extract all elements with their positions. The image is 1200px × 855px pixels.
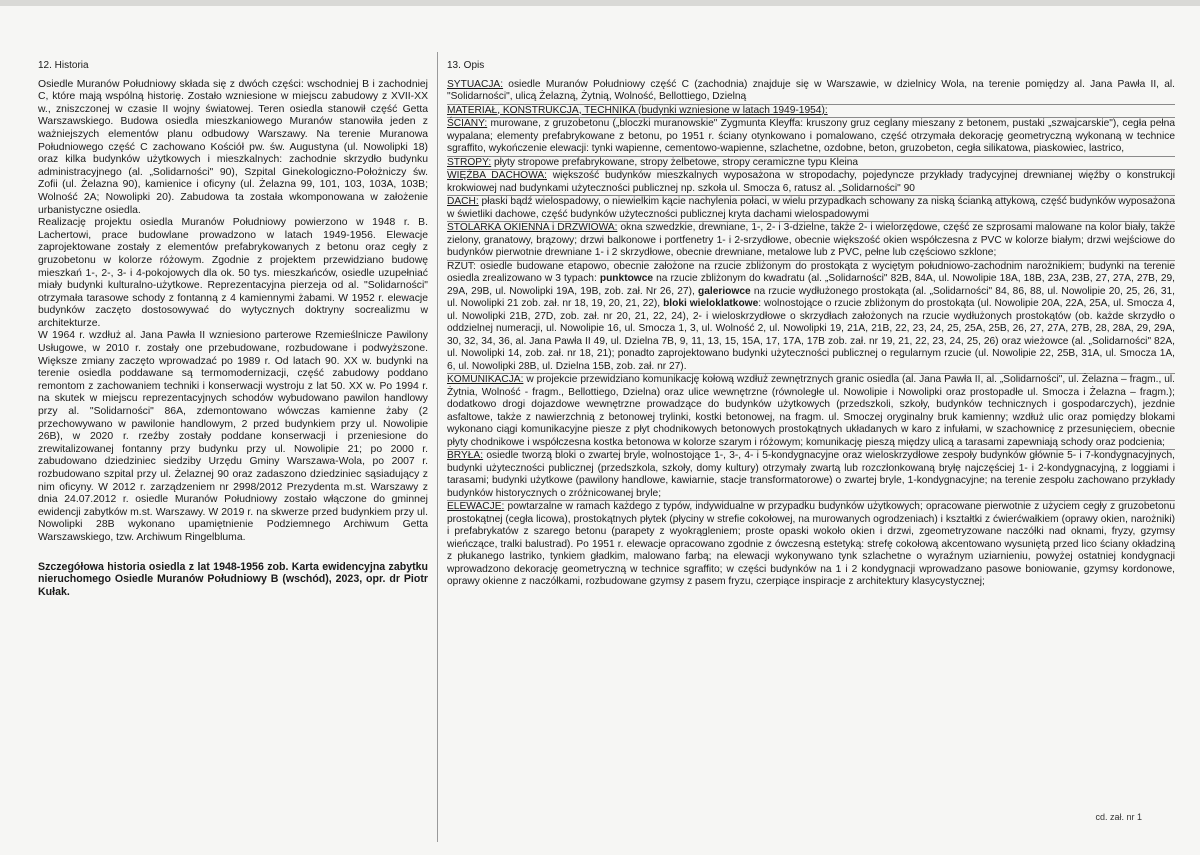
rzut-text-3: na rzucie wydłużonego prostokąta (al. „Solidarności" 84, 86, 88, ul. Nowolipie 20, 25, 26, 31, ul. Nowolipki 21 zob. zał. nr 18, 19, 20, 21, 22), (447, 285, 1175, 309)
stolarka-block (447, 222, 1175, 261)
column-divider (437, 52, 438, 842)
continuation-note: cd. zał. nr 1 (1095, 812, 1142, 822)
rzut-block (447, 261, 1175, 375)
stropy-text: płyty stropowe prefabrykowane, stropy żelbetowe, stropy ceramiczne typu Kleina (491, 156, 859, 168)
history-reference: Szczegółowa historia osiedla z lat 1948-1956 zob. Karta ewidencyjna zabytku nieruchomego Osiedle Muranów Południowy B (wschód), 2023, opr. dr Piotr Kułak. (38, 560, 428, 598)
description-column (447, 60, 1175, 589)
dach-label: DACH: (447, 196, 479, 207)
elewacje-label: ELEWACJE: (447, 501, 505, 512)
history-title: 12. Historia (38, 60, 89, 71)
material-heading-block (447, 105, 1175, 119)
elewacje-text: powtarzalne w ramach każdego z typów, indywidualne w przypadku budynków użytkowych; opracowane pierwotnie z użyciem cegły z gruzobetonu prostokątnej (cegła licowa), prostokątnych płytek (płyciny w strefie cokołowej, na murowanych ogrodzeniach) i kształtki z ćwierćwałkiem (oprawy okien, narożniki) i prefabrykatów z szarego betonu (parapety z wyokrągleniem; proste opaski wokoło okien i drzwi, zgeometryzowane naczółki nad oknami, fryzy, gzymsy wieńczące, tralki balustrad). Po 1951 r. elewacje opracowano zgodnie z ówczesną estetyką: strefę cokołową akcentowano wysuniętą przed lico ściany okładziną z płukanego lastriko, tynkiem gładkim, malowano farbą; na elewacji wykonywano tynk szlachetne o wyraźnym uziarnieniu, powyżej ostatniej kondygnacji wprowadzono dekorację geometryczną w technice sgraffito; w części budynków na 1 i 2 kondygnacji wprowadzano pasowe boniowanie, gzymsy kordonowe, oprawy okienne z naczółkami, rozbudowane gzymsy z pasem fryzu, czerpiące inspiracje z architektury klasycystycznej; (447, 501, 1175, 587)
history-column (38, 60, 428, 598)
history-paragraph-1: Osiedle Muranów Południowy składa się z dwóch części: wschodniej B i zachodniej C, które mają wspólną historię. Zostało wzniesione w miejscu zabudowy z XVII-XX w., zniszczonej w czasie II wojny światowej. Teren osiedla stanowił część Getta Warszawskiego. Budowa osiedla mieszkaniowego Muranów stanowiła jeden z ważniejszych elementów planu odbudowy Warszawy. Na terenie Muranowa Południowego część C zachowano Kościół pw. św. Augustyna (ul. Nowolipki 18) oraz kilka budynków użytkowych i mieszkalnych: zachodnie skrzydło budynku administracyjnego (al. „Solidarności" 90), Szpital Ginekologiczno-Położniczy św. Zofii (ul. Żelazna 90), kamienice i oficyny (ul. Żelazna 99, 101, 103, 103A, 103B; Wolność 2A; Nowolipki 20). Zabudowa ta została wkomponowana w założenie urbanistyczne osiedla. (38, 78, 428, 216)
wiezba-text: większość budynków mieszkalnych wyposażona w stropodachy, pojedyncze przykłady tradycyjnej drewnianej więźby o konstrukcji krokwiowej nad budynkami użyteczności publicznej np. szkoła ul. Smocza 6, ratusz al. „Solidarności" 90 (447, 170, 1175, 194)
sciany-label: ŚCIANY: (447, 118, 488, 129)
rzut-text-4: : wolnostojące o rzucie zbliżonym do prostokąta (ul. Nowolipie 20A, 22A, 25A, ul. Smocza 4, ul. Nowolipki 21B, 27D, zob. zał. nr 20, 21, 22, 24), 2- i wieloskrzydłowe o skrzydłach założonych na rzucie wydłużonych prostokątów (ob. każde skrzydło o oddzielnej numeracji, ul. Nowolipie 16, ul. Smocza 1, 3, ul. Wolność 2, ul. Nowolipki 19, 21A, 21B, 22, 23, 24, 25, 25A, 25B, 26, 27, 27A, 27B, 28, 28A, 29, 29A, 30, 32, 34, 36, al. Jana Pawła II 49, ul. Dzielna 7B, 9, 11, 13, 15, 15A, 17, 17A, 17B zob. zał. nr 19, 21, 22, 23, 24, 25, 26) oraz wieżowce (al. „Solidarności" 82A, ul. Nowolipki 14, zob. zał. nr 18, 21); ponadto zaprojektowano budynki użyteczności publicznej o regularnym rzucie (ul. Nowolipie 22, 25B, 31A, ul. Smocza 1A, 6, ul. Nowolipki 28B, ul. Dzielna 15B, zob. zał. nr 27). (447, 298, 1175, 372)
rzut-type-punktowce: punktowce (599, 273, 654, 284)
sytuacja-block (447, 79, 1175, 105)
rzut-text-1: osiedle budowane etapowo, obecnie założone na rzucie zbliżonym do prostokąta z wyciętym południowo-zachodnim narożnikiem; budynki na terenie osiedla zrealizowano w 3 typach: (447, 260, 1175, 284)
sytuacja-label: SYTUACJA: (447, 78, 504, 90)
stolarka-label: STOLARKA OKIENNA i DRZWIOWA: (447, 222, 618, 233)
wiezba-block (447, 170, 1175, 196)
description-title: 13. Opis (447, 60, 485, 71)
rzut-text-2: na rzucie zbliżonym do kwadratu (al. „Solidarności" 82B, 84A, ul. Nowolipie 18A, 18B, 23A, 23B, 27, 27A, 27B, 29, 29A, 29B, ul. Nowolipki 19A, 19B, zob. zał. Nr 26, 27), (447, 273, 1176, 297)
stolarka-text: okna szwedzkie, drewniane, 1-, 2- i 3-dzielne, także 2- i wielorzędowe, część ze szprosami malowane na kolor biały, także zielony, granatowy, brązowy; drzwi balkonowe i portfenetry 1- i 2-srzydłowe, obecnie większość okien współczesna z PVC w kolorze białym; drzwi wejściowe do budynków pierwotnie drewniane 1- i 2 skrzydłowe, obecnie drewniane, metalowe lub z PVC, pełne lub częściowo szklone; (447, 222, 1175, 258)
rzut-type-bloki: bloki wieloklatkowe (663, 298, 759, 309)
bryla-text: osiedle tworzą bloki o zwartej bryle, wolnostojące 1-, 3-, 4- i 5-kondygnacyjne oraz wieloskrzydłowe zespoły budynków głównie 5- i 7-kondygnacyjnych, budynki użyteczności publicznej (przedszkola, szkoły, domy kultury) otrzymały zwartą lub rozczłonkowaną bryłę najczęściej 1- i 2-kondygnacyjną, z loggiami i tarasami; budynki użytkowe (pawilony handlowe, kawiarnie, stacje transformatorowe) o zwartej bryle, 1-kondygnacyjne; na terenie zespołu zachowano przykłady budynków historycznych o zróżnicowanej bryle; (447, 450, 1175, 499)
history-paragraph-3: W 1964 r. wzdłuż al. Jana Pawła II wzniesiono parterowe Rzemieślnicze Pawilony Usługowe, w 2010 r. zostały one przebudowane, rozbudowane i podwyższone. Większe zmiany zaczęto wprowadzać po 1989 r. Od latach 90. XX w. budynki na terenie osiedla poddawane są termomodernizacji, część zabudowy poddano remontom z zachowaniem techniki i konserwacji wystroju z lat 50. XX w. Po 1994 r. na skutek w miejscu reprezentacyjnych schodów wybudowano pawilon handlowy przy al. "Solidarności" 86A, zdemontowano wówczas kamienne żaby (2 przechowywano w pawilonie handlowym, 2 przed budynkiem przy ul. Nowolipie 26B), w 2020 r. rzeźby zostały poddane konserwacji i przeniesione do zrewitalizowanej fontanny przy budynku przy ul. Nowolipie 21; po 2000 r. zabudowano dziedziniec siedziby Urzędu Gminy Warszawa-Wola, po 2007 r. rozbudowano szpital przy ul. Żelaznej 90 oraz zadaszono dziedziniec sąsiadujący z nim oficyny. W 2012 r. zarządzeniem nr 2998/2012 Prezydenta m.st. Warszawy z dnia 24.07.2012 r. osiedle Muranów Południowy zostało włączone do gminnej ewidencji zabytków m.st. Warszawy. W 2019 r. na skwerze przed budynkiem przy ul. Nowolipki 28B wykonano upamiętnienie Podziemnego Archiwum Getta Warszawskiego, tzw. Archiwum Ringelbluma. (38, 330, 428, 543)
stropy-label: STROPY: (447, 156, 492, 168)
bryla-label: BRYŁA: (447, 450, 484, 461)
sciany-block (447, 118, 1175, 157)
sciany-text: murowane, z gruzobetonu („bloczki muranowskie" Zygmunta Kleyffa: kruszony gruz ceglany mieszany z betonem, pustaki „szwajcarskie"), cegła pełna wypalana; elementy prefabrykowane z betonu, po 1951 r. ściany otynkowano i pomalowano, część otrzymała dekorację geometryczną wykonaną w technice sgraffito, wykończenie elewacji: tynki wapienne, cementowo-wapienne, szlachetne, ozdobne, beton, gruzobeton, cegła silikatowa, piaskowiec, lastrico, (447, 118, 1175, 154)
elewacje-block (447, 501, 1175, 589)
komunikacja-label: KOMUNIKACJA: (447, 374, 524, 385)
scan-top-edge (0, 0, 1200, 6)
dach-text: płaski bądź wielospadowy, o niewielkim kącie nachylenia połaci, w wielu przypadkach schowany za niską ścianką attykową, część budynków wyposażona w świetliki dachowe, część budynków użyteczności publicznej kryta dachami wielospadowymi (447, 196, 1176, 220)
sytuacja-text: osiedle Muranów Południowy część C (zachodnia) znajduje się w Warszawie, w dzielnicy Wola, na terenie pomiędzy al. Jana Pawła II, al. "Solidarności", ulicą Żelazną, Żytnią, Wolność, Bellottiego, Dzielną (447, 78, 1175, 102)
history-paragraph-2: Realizację projektu osiedla Muranów Południowy powierzono w 1948 r. B. Lachertowi, prace budowlane prowadzono w latach 1949-1956. Elewacje zaprojektowane zostały z elementów prefabrykowanych z betonu oraz cegły z gruzobetonu w kolorze różowym. Zgodnie z projektem przewidziano budowę mieszkań 1-, 2-, 3- i 4-pokojowych dla ok. 50 tys. mieszkańców, osiedle uzupełniać miały budynki kulturalno-użytkowe. Reprezentacyjna pierzeja od al. "Solidarności" otrzymała tarasowe schody z fontanną z 4 kamiennymi żabami. W 1952 r. elewacje budynków zaczęto dostosowywać do wytycznych doktryny socrealizmu w architekturze. (38, 217, 428, 329)
stropy-block (447, 157, 1175, 171)
komunikacja-block (447, 374, 1175, 450)
dach-block (447, 196, 1175, 222)
komunikacja-text: w projekcie przewidziano komunikację kołową wzdłuż zewnętrznych granic osiedla (al. Jana Pawła II, al. „Solidarności", ul. Żelazna – fragm., ul. Żytnia, Wolność - fragm., Bellottiego, Dzielna) oraz ulice wewnętrzne (równoległe ul. Nowolipie i Nowolipki oraz prostopadłe ul. Smocza i Żelazna – fragm.); dodatkowo drogi dojazdowe wewnętrzne prowadzące do budynków użytkowych (przedszkoli, szkoły, budynków technicznych i gospodarczych), jezdnie asfaltowe, także z nawierzchnią z betonowej trylinki, kostki betonowej, na fragm. ul. Smoczej oryginalny bruk kamienny; wzdłuż ulic oraz pomiędzy blokami wykonano ciągi komunikacyjne piesze z płyt chodnikowych betonowych prostokątnych układanych w karo z infułami, w szachownicę z przesunięciem, obecnie płyty chodnikowe i współczesna kostka betonowa w kolorze szarym i różowym; komunikację pieszą między ulicą a tarasami zapewniają schody oraz podcienia; (447, 374, 1175, 448)
rzut-label: RZUT: (447, 260, 476, 272)
rzut-type-galeriowce: galeriowce (698, 285, 751, 297)
material-heading: MATERIAŁ, KONSTRUKCJA, TECHNIKA (budynki wzniesione w latach 1949-1954): (447, 104, 828, 116)
bryla-block (447, 450, 1175, 501)
wiezba-label: WIĘŹBA DACHOWA: (447, 170, 547, 181)
